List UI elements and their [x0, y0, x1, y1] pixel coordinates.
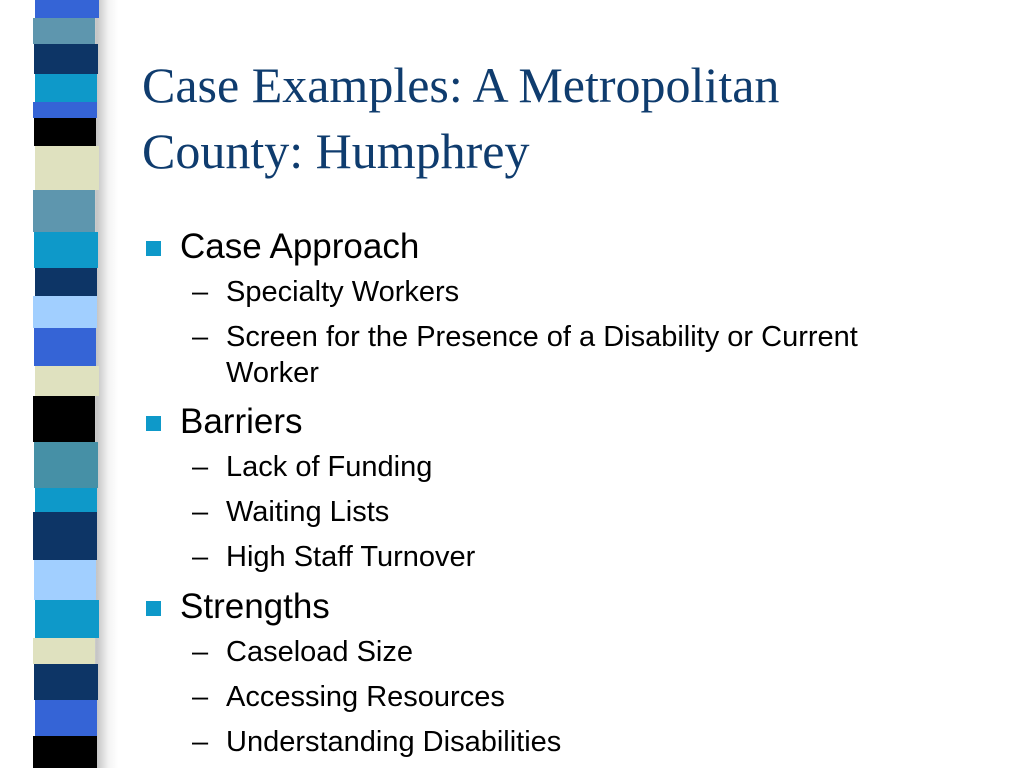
- stripe-band: [33, 296, 97, 328]
- dash-icon: –: [192, 321, 209, 353]
- title-line-1: Case Examples: A Metropolitan: [142, 57, 780, 113]
- subitem-text: Specialty Workers: [226, 276, 460, 308]
- dash-icon: –: [192, 681, 209, 713]
- stripe-band: [35, 74, 97, 102]
- square-bullet-icon: [146, 241, 161, 256]
- dash-icon: –: [192, 636, 209, 668]
- stripe-band: [33, 18, 95, 44]
- stripe-band: [34, 44, 98, 74]
- stripe-band: [33, 190, 95, 232]
- subitem-waiting-lists: [142, 494, 1002, 530]
- subitem-text: Lack of Funding: [226, 451, 433, 483]
- subitem-understanding-disabilities: [142, 724, 1002, 760]
- dash-icon: –: [192, 541, 209, 573]
- dash-icon: –: [192, 451, 209, 483]
- stripe-band: [33, 102, 97, 118]
- stripe-band: [35, 0, 99, 18]
- square-bullet-icon: [146, 416, 161, 431]
- slide-title: [142, 52, 1002, 184]
- square-bullet-icon: [146, 601, 161, 616]
- stripe-band: [35, 600, 99, 638]
- dash-icon: –: [192, 726, 209, 758]
- stripe-band: [34, 118, 96, 146]
- stripe-band: [35, 268, 97, 296]
- subitem-text: High Staff Turnover: [226, 541, 476, 573]
- subitem-text: Waiting Lists: [226, 496, 390, 528]
- stripe-band: [35, 700, 97, 736]
- bullet-case-approach: [142, 224, 1002, 274]
- bullet-label: Case Approach: [180, 227, 420, 266]
- stripe-band: [34, 442, 98, 488]
- title-line-2: County: Humphrey: [142, 123, 530, 179]
- subitem-text-line-1: Screen for the Presence of a Disability or Current: [226, 321, 858, 353]
- subitem-accessing-resources: [142, 679, 1002, 715]
- subitem-text: Understanding Disabilities: [226, 726, 562, 758]
- subitem-screen-for-presence: [142, 319, 1002, 391]
- dash-icon: –: [192, 276, 209, 308]
- subitem-lack-of-funding: [142, 449, 1002, 485]
- stripe-band: [35, 488, 97, 512]
- stripe-band: [34, 232, 98, 268]
- subitem-text: Caseload Size: [226, 636, 413, 668]
- subitem-caseload-size: [142, 634, 1002, 670]
- decorative-stripe: [0, 0, 118, 768]
- subitem-text: Accessing Resources: [226, 681, 505, 713]
- stripe-band: [33, 638, 95, 664]
- bullet-list: [142, 224, 1002, 768]
- dash-icon: –: [192, 496, 209, 528]
- subitem-specialty-workers: [142, 274, 1002, 310]
- subitem-high-staff-turnover: [142, 539, 1002, 575]
- bullet-label: Barriers: [180, 402, 303, 441]
- bullet-strengths: [142, 584, 1002, 634]
- stripe-band: [34, 560, 96, 600]
- stripe-band: [33, 512, 97, 560]
- stripe-band: [35, 146, 99, 190]
- bullet-barriers: [142, 399, 1002, 449]
- stripe-band: [33, 736, 97, 768]
- subitem-text-line-2: Worker: [226, 357, 319, 389]
- bullet-label: Strengths: [180, 587, 330, 626]
- stripe-band: [35, 366, 99, 396]
- stripe-band: [34, 328, 96, 366]
- stripe-band: [33, 396, 95, 442]
- stripe-band: [34, 664, 98, 700]
